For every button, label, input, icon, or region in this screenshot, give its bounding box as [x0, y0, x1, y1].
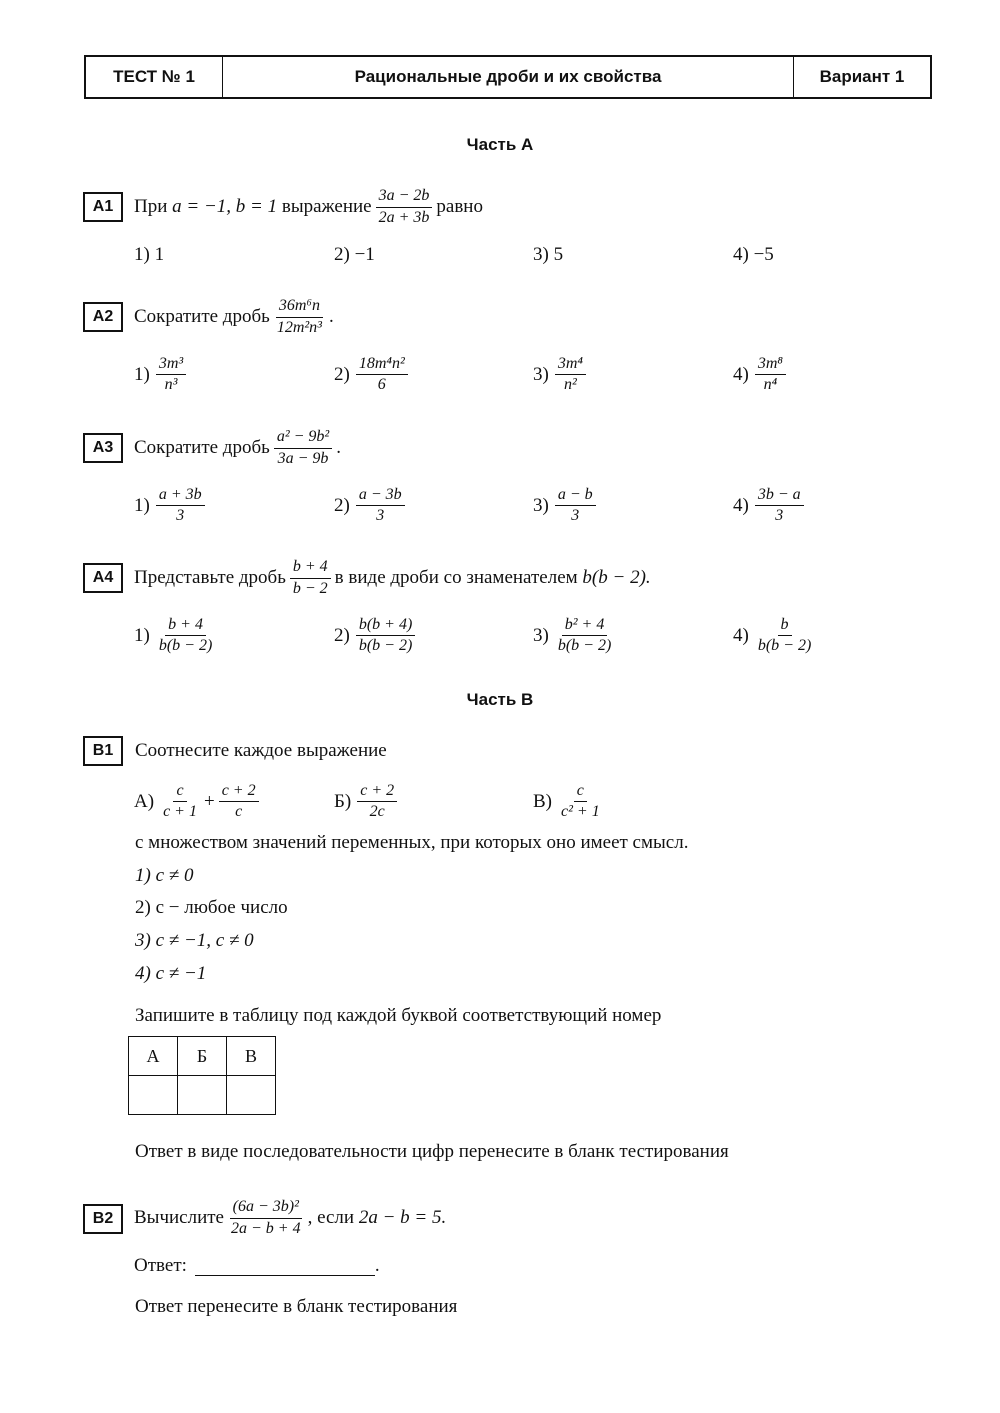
a4-option-2-den: b(b − 2): [358, 637, 413, 655]
a4-option-4-number: 4): [733, 624, 749, 646]
a2-option-3-number: 3): [533, 363, 549, 385]
b1-table-header-b: Б: [178, 1037, 227, 1076]
part-a-heading: Часть А: [466, 135, 534, 154]
a2-end: .: [328, 306, 334, 327]
b1-expr-a-num-1: c: [173, 782, 186, 802]
a2-option-2[interactable]: [334, 355, 412, 395]
b1-domain-2: 2) c − любое число: [135, 897, 288, 918]
b2-text-1: Вычислите: [134, 1207, 224, 1228]
task-b2-question: [134, 1196, 446, 1240]
task-label-a2: A2: [83, 302, 123, 332]
a4-option-1-num: b + 4: [165, 616, 206, 636]
a1-text-1: При: [134, 196, 168, 217]
a4-option-3-fraction: [555, 616, 614, 656]
task-a4-question: [134, 558, 651, 598]
a3-option-2-den: 3: [376, 507, 385, 525]
b2-text-2: , если: [307, 1207, 355, 1228]
a1-option-4[interactable]: 4) −5: [733, 244, 774, 265]
b1-domain-3: 3) c ≠ −1, c ≠ 0: [135, 930, 254, 951]
a2-option-1-num: 3m³: [156, 355, 186, 375]
task-label-a3: A3: [83, 433, 123, 463]
a2-option-3-fraction: [555, 355, 586, 395]
a3-option-4[interactable]: [733, 486, 808, 526]
task-a3-question: [134, 428, 341, 468]
a4-option-3[interactable]: [533, 616, 618, 656]
a2-option-1-den: n³: [164, 376, 178, 394]
b1-expr-c-letter: В): [533, 790, 552, 812]
a3-option-3-num: a − b: [555, 486, 596, 506]
b1-expr-b-den: 2c: [369, 803, 385, 821]
test-title: Рациональные дроби и их свойства: [223, 57, 794, 97]
b1-expr-b-num: c + 2: [357, 782, 397, 802]
a4-option-4-fraction: [755, 616, 814, 656]
test-variant: Вариант 1: [819, 67, 905, 86]
a4-option-2[interactable]: [334, 616, 419, 656]
a3-option-1-fraction: [156, 486, 205, 526]
a1-fraction-num: 3a − 2b: [376, 187, 433, 207]
a4-option-2-num: b(b + 4): [356, 616, 415, 636]
b1-answer-table: [128, 1036, 276, 1115]
task-label-b1: B1: [83, 736, 123, 766]
task-a1-question: [134, 188, 483, 226]
b1-expr-c-num: c: [574, 782, 587, 802]
a2-option-1-fraction: [156, 355, 186, 395]
a3-fraction-den: 3a − 9b: [277, 449, 329, 467]
b1-table-header-c: В: [227, 1037, 276, 1076]
a3-option-3[interactable]: [533, 486, 600, 526]
b1-expr-a-fraction-2: [219, 782, 259, 822]
a4-option-4-num: b: [778, 616, 792, 636]
a2-option-3-den: n²: [563, 376, 577, 394]
a2-option-2-num: 18m⁴n²: [356, 355, 408, 375]
a4-text-1: Представьте дробь: [134, 567, 286, 588]
b2-answer-end: .: [374, 1255, 380, 1276]
a3-option-4-fraction: [755, 486, 804, 526]
a3-fraction-num: a² − 9b²: [274, 428, 332, 448]
b2-condition: 2a − b = 5.: [358, 1207, 447, 1228]
a3-option-1[interactable]: [134, 486, 209, 526]
b1-transfer-note: Ответ в виде последовательности цифр перенесите в бланк тестирования: [135, 1141, 729, 1162]
b1-domain-4: 4) c ≠ −1: [135, 963, 207, 984]
a4-option-1-fraction: [156, 616, 215, 656]
b2-fraction-num: (6a − 3b)²: [230, 1198, 302, 1218]
a1-option-1[interactable]: 1) 1: [134, 244, 165, 265]
b2-fraction-den: 2a − b + 4: [230, 1219, 301, 1237]
b1-expr-a-num-2: c + 2: [219, 782, 259, 802]
a1-fraction: [376, 187, 433, 227]
a3-option-2-fraction: [356, 486, 405, 526]
b1-expr-a-den-1: c + 1: [163, 803, 197, 821]
a1-option-3[interactable]: 3) 5: [533, 244, 564, 265]
a3-option-3-number: 3): [533, 494, 549, 516]
a2-fraction-num: 36m⁶n: [276, 297, 323, 317]
task-label-a1: A1: [83, 192, 123, 222]
b1-expr-a-letter: А): [134, 790, 155, 812]
a2-option-3-num: 3m⁴: [555, 355, 586, 375]
b1-answer-cell-b[interactable]: [178, 1076, 227, 1115]
a1-text-3: равно: [436, 196, 483, 217]
a2-option-1[interactable]: [134, 355, 190, 395]
b2-answer-row: [134, 1255, 380, 1277]
a3-option-1-den: 3: [176, 507, 185, 525]
b1-expr-b-letter: Б): [334, 790, 352, 812]
a4-option-1-den: b(b − 2): [158, 637, 213, 655]
a4-text-2: в виде дроби со знаменателем: [334, 567, 578, 588]
task-label-b2: B2: [83, 1204, 123, 1234]
a2-text: Сократите дробь: [134, 306, 270, 327]
b1-expr-c-fraction: [558, 782, 603, 822]
b1-expression-b: [334, 782, 401, 822]
b1-table-instruction: Запишите в таблицу под каждой буквой соответствующий номер: [135, 1005, 662, 1026]
a4-option-2-fraction: [356, 616, 415, 656]
a3-option-2[interactable]: [334, 486, 409, 526]
a1-condition: a = −1, b = 1: [172, 196, 278, 217]
b1-expr-b-fraction: [357, 782, 397, 822]
part-b-heading: Часть В: [466, 690, 534, 709]
a2-option-4[interactable]: [733, 355, 790, 395]
a4-option-1[interactable]: [134, 616, 219, 656]
a3-option-4-den: 3: [775, 507, 784, 525]
a3-option-3-den: 3: [571, 507, 580, 525]
b1-table-header-a: А: [129, 1037, 178, 1076]
b1-question: Соотнесите каждое выражение: [135, 740, 387, 761]
a3-option-2-num: a − 3b: [356, 486, 405, 506]
b2-answer-field[interactable]: [195, 1257, 375, 1276]
a1-fraction-den: 2a + 3b: [378, 208, 430, 226]
a3-option-3-fraction: [555, 486, 596, 526]
a2-option-2-fraction: [356, 355, 408, 395]
a4-option-3-num: b² + 4: [562, 616, 608, 636]
a1-text-2: выражение: [281, 196, 372, 217]
b1-expr-a-fraction-1: [160, 782, 200, 822]
a2-option-4-den: n⁴: [763, 376, 778, 394]
a2-option-2-number: 2): [334, 363, 350, 385]
b1-expression-c: [533, 782, 607, 822]
a4-option-3-number: 3): [533, 624, 549, 646]
a3-end: .: [336, 437, 341, 458]
test-number: ТЕСТ № 1: [86, 57, 223, 97]
b1-expr-a-plus: +: [203, 790, 215, 812]
a4-option-1-number: 1): [134, 624, 150, 646]
a3-option-1-number: 1): [134, 494, 150, 516]
a4-fraction-den: b − 2: [292, 579, 328, 597]
a3-fraction: [274, 428, 332, 468]
a4-option-4[interactable]: [733, 616, 818, 656]
task-a2-question: [134, 297, 334, 337]
a2-fraction-den: 12m²n³: [276, 318, 322, 336]
a2-option-4-fraction: [755, 355, 786, 395]
a4-denominator: b(b − 2).: [582, 567, 651, 588]
a3-option-1-num: a + 3b: [156, 486, 205, 506]
b1-expression-a: [134, 782, 263, 822]
b2-fraction: [228, 1198, 304, 1238]
a4-option-3-den: b(b − 2): [557, 637, 612, 655]
a2-option-4-num: 3m⁸: [755, 355, 786, 375]
a3-option-2-number: 2): [334, 494, 350, 516]
b1-answer-cell-a[interactable]: [129, 1076, 178, 1115]
a3-text: Сократите дробь: [134, 437, 270, 458]
b2-transfer-note: Ответ перенесите в бланк тестирования: [135, 1296, 458, 1317]
a4-option-2-number: 2): [334, 624, 350, 646]
task-label-a4: A4: [83, 563, 123, 593]
a2-fraction: [274, 297, 325, 337]
b1-domain-text: с множеством значений переменных, при которых оно имеет смысл.: [135, 832, 689, 853]
b1-expr-a-den-2: c: [235, 803, 243, 821]
b1-domain-1: 1) c ≠ 0: [135, 865, 194, 886]
a4-option-4-den: b(b − 2): [757, 637, 812, 655]
a2-option-4-number: 4): [733, 363, 749, 385]
test-header: [84, 55, 932, 99]
a3-option-4-number: 4): [733, 494, 749, 516]
a2-option-2-den: 6: [377, 376, 386, 394]
a1-option-2[interactable]: 2) −1: [334, 244, 375, 265]
a4-fraction-num: b + 4: [290, 558, 331, 578]
a3-option-4-num: 3b − a: [755, 486, 804, 506]
b1-expr-c-den: c² + 1: [561, 803, 600, 821]
a4-fraction: [290, 558, 331, 598]
a2-option-3[interactable]: [533, 355, 590, 395]
b1-answer-cell-c[interactable]: [227, 1076, 276, 1115]
a2-option-1-number: 1): [134, 363, 150, 385]
b2-answer-label: Ответ:: [134, 1255, 187, 1276]
